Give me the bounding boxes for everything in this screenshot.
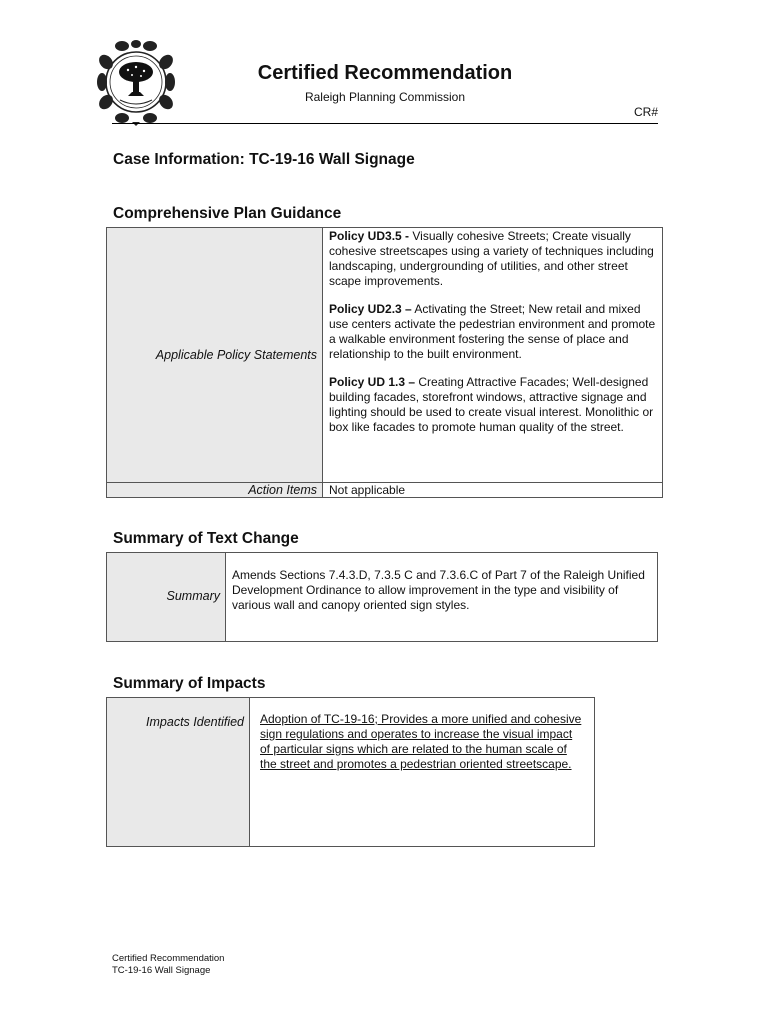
document-title: Certified Recommendation [257, 62, 513, 84]
policy-ud35-text: Visually cohesive Streets; Create visually cohesive streetscapes using a variety of techniques including landscaping, undergrounding of utilities, and other street scape improvements. [329, 229, 654, 288]
plan-guidance-heading: Comprehensive Plan Guidance [113, 205, 342, 222]
text-change-table [106, 552, 658, 642]
policy-statements-label-cell [107, 228, 323, 483]
case-information-heading: Case Information: TC-19-16 Wall Signage [113, 151, 415, 168]
summary-value-cell [226, 553, 658, 642]
policy-ud13-text: Creating Attractive Facades; Well-designed building facades, storefront windows, attractive signage and lighting should be used to create visual interest. Monolithic or box like facades to promote human quality of the street. [329, 375, 654, 434]
footer-line-1: Certified Recommendation [112, 953, 225, 964]
action-items-value-cell [323, 483, 663, 498]
policy-statements-cell [323, 228, 663, 483]
summary-value: Amends Sections 7.4.3.D, 7.3.5 C and 7.3.6.C of Part 7 of the Raleigh Unified Development Ordinance to allow improvement in the type and visibility of various wall and canopy oriented sign styles. [232, 568, 645, 612]
header-divider [112, 123, 658, 124]
action-items-label-cell [107, 483, 323, 498]
policy-ud13 [329, 375, 656, 435]
summary-label: Summary [166, 589, 220, 603]
policy-ud35-title: Policy UD3.5 - [329, 229, 410, 243]
footer-line-2: TC-19-16 Wall Signage [112, 965, 211, 976]
impacts-value-cell [250, 698, 595, 847]
plan-guidance-table [106, 227, 663, 498]
policy-ud13-title: Policy UD 1.3 – [329, 375, 416, 389]
policy-ud35 [329, 229, 656, 289]
policy-ud23-title: Policy UD2.3 – [329, 302, 412, 316]
action-items-label: Action Items [248, 483, 317, 497]
action-items-value: Not applicable [329, 483, 406, 497]
policy-statements-label: Applicable Policy Statements [155, 348, 317, 362]
policy-ud23-text: Activating the Street; New retail and mixed use centers activate the pedestrian environment and promote a walkable environment fostering the sense of place and relationship to the built environment. [329, 302, 656, 361]
policy-ud23 [329, 302, 656, 362]
page-footer [112, 953, 224, 977]
city-seal-oak-tree-icon [92, 38, 180, 126]
impacts-value: Adoption of TC-19-16; Provides a more unified and cohesive sign regulations and operates to increase the visual impact of particular signs which are related to the human scale of the street and promotes a pedestrian oriented streetscape. [260, 712, 582, 771]
impacts-label: Impacts Identified [146, 715, 244, 729]
document-subtitle: Raleigh Planning Commission [304, 90, 466, 104]
summary-label-cell [107, 553, 226, 642]
cr-number: CR# [633, 105, 658, 119]
text-change-heading: Summary of Text Change [113, 530, 299, 547]
impacts-table [106, 697, 595, 847]
impacts-heading: Summary of Impacts [113, 675, 266, 692]
impacts-label-cell [107, 698, 250, 847]
